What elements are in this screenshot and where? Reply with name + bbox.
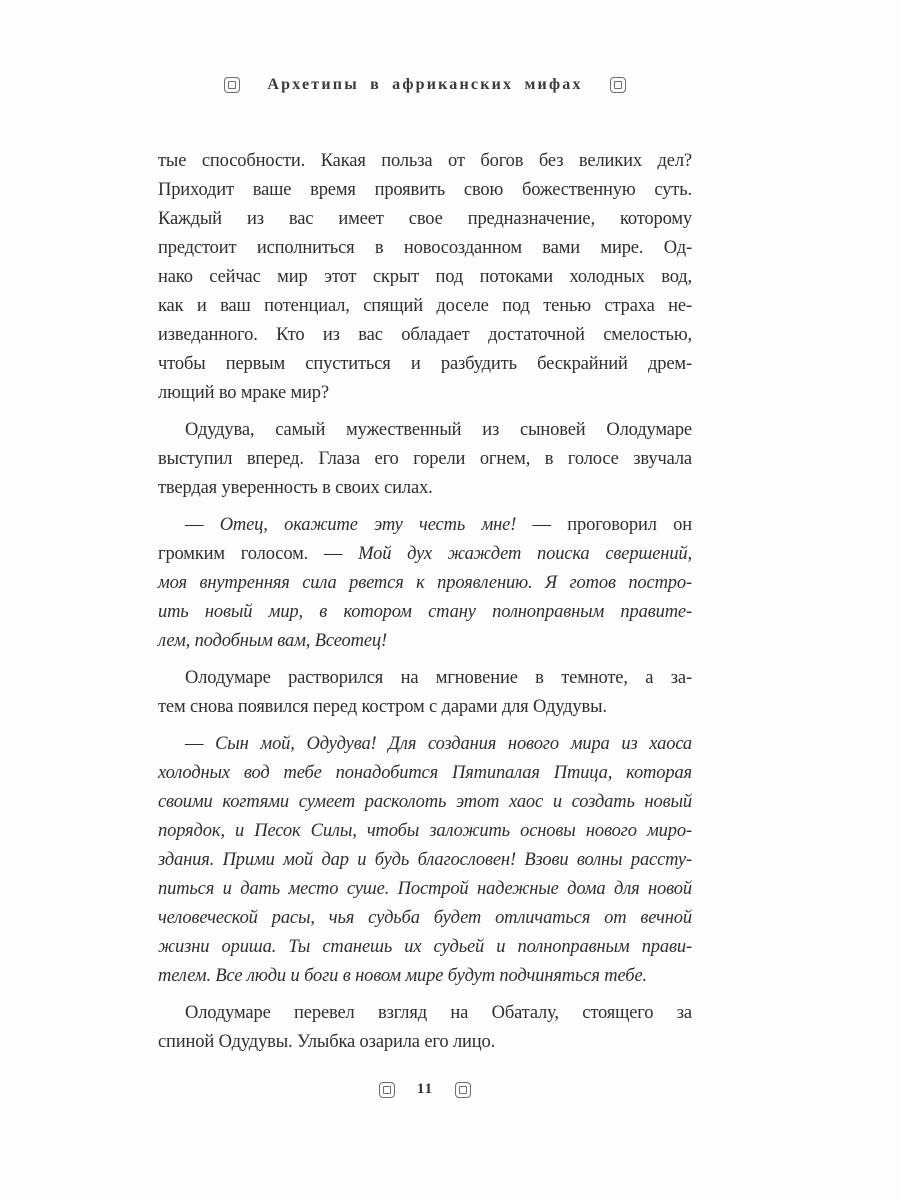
text-run: твердая уверенность в своих силах.	[158, 478, 433, 498]
italic-text-run: телем. Все люди и боги в новом мире будут подчиняться тебе.	[158, 966, 647, 986]
text-line	[158, 730, 692, 759]
text-line	[158, 379, 692, 408]
paragraph	[158, 147, 692, 408]
text-line	[158, 416, 692, 445]
italic-text-run: ить новый мир, в котором стану полноправным правите-	[158, 602, 692, 622]
italic-text-run: своими когтями сумеет расколоть этот хаос и создать новый	[158, 792, 692, 812]
paragraph	[158, 416, 692, 503]
text-line	[158, 627, 692, 656]
text-run: выступил вперед. Глаза его горели огнем, в голосе звучала	[158, 449, 692, 469]
italic-text-run: моя внутренняя сила рвется к проявлению. Я готов постро-	[158, 573, 692, 593]
page-footer	[158, 1081, 692, 1098]
italic-text-run: лем, подобным вам, Всеотец!	[158, 631, 388, 651]
text-line	[158, 292, 692, 321]
page-number: 11	[416, 1081, 434, 1097]
text-line	[158, 263, 692, 292]
text-line	[158, 962, 692, 991]
chapter-title: Архетипы в африканских мифах	[267, 76, 583, 93]
italic-text-run: порядок, и Песок Силы, чтобы заложить основы нового миро-	[158, 821, 692, 841]
text-run: как и ваш потенциал, спящий доселе под тенью страха не-	[158, 296, 692, 316]
square-ornament-icon	[610, 77, 626, 93]
text-line	[158, 445, 692, 474]
text-run: —	[185, 734, 216, 754]
text-run: тые способности. Какая польза от богов без великих дел?	[158, 151, 692, 171]
text-line	[158, 569, 692, 598]
running-head	[158, 76, 692, 94]
text-line	[158, 817, 692, 846]
paragraph	[158, 511, 692, 656]
text-run: спиной Одудувы. Улыбка озарила его лицо.	[158, 1032, 496, 1052]
text-run: лющий во мраке мир?	[158, 383, 329, 403]
text-line	[158, 846, 692, 875]
paragraph	[158, 730, 692, 991]
text-line	[158, 234, 692, 263]
text-line	[158, 598, 692, 627]
text-line	[158, 1028, 692, 1057]
italic-text-run: Мой дух жаждет поиска свершений,	[358, 544, 692, 564]
text-line	[158, 788, 692, 817]
text-line	[158, 176, 692, 205]
text-line	[158, 999, 692, 1028]
text-line	[158, 205, 692, 234]
text-line	[158, 321, 692, 350]
text-run: изведанного. Кто из вас обладает достаточной смелостью,	[158, 325, 692, 345]
text-run: нако сейчас мир этот скрыт под потоками холодных вод,	[158, 267, 692, 287]
text-line	[158, 875, 692, 904]
text-line	[158, 904, 692, 933]
italic-text-run: жизни ориша. Ты станешь их судьей и полноправным прави-	[158, 937, 692, 957]
text-run: громким голосом. —	[158, 544, 359, 564]
text-block	[158, 147, 692, 1057]
text-run: Олодумаре растворился на мгновение в темноте, а за-	[185, 668, 692, 688]
square-ornament-icon	[455, 1082, 471, 1098]
text-run: —	[185, 515, 220, 535]
square-ornament-icon	[224, 77, 240, 93]
text-line	[158, 474, 692, 503]
text-line	[158, 540, 692, 569]
paragraph	[158, 999, 692, 1057]
italic-text-run: питься и дать место суше. Построй надежные дома для новой	[158, 879, 692, 899]
paragraph	[158, 664, 692, 722]
text-run: чтобы первым спуститься и разбудить бескрайний дрем-	[158, 354, 692, 374]
text-run: Приходит ваше время проявить свою божественную суть.	[158, 180, 692, 200]
text-run: предстоит исполниться в новосозданном вами мире. Од-	[158, 238, 692, 258]
text-run: Олодумаре перевел взгляд на Обаталу, стоящего за	[185, 1003, 692, 1023]
text-line	[158, 759, 692, 788]
text-run: Каждый из вас имеет свое предназначение, которому	[158, 209, 692, 229]
text-line	[158, 664, 692, 693]
italic-text-run: человеческой расы, чья судьба будет отличаться от вечной	[158, 908, 692, 928]
italic-text-run: холодных вод тебе понадобится Пятипалая Птица, которая	[158, 763, 692, 783]
text-line	[158, 933, 692, 962]
text-run: — проговорил он	[516, 515, 692, 535]
italic-text-run: здания. Прими мой дар и будь благословен! Взови волны рассту-	[158, 850, 692, 870]
text-run: тем снова появился перед костром с дарами для Одудувы.	[158, 697, 607, 717]
italic-text-run: Сын мой, Одудува! Для создания нового мира из хаоса	[215, 734, 692, 754]
italic-text-run: Отец, окажите эту честь мне!	[219, 515, 517, 535]
text-line	[158, 350, 692, 379]
text-run: Одудува, самый мужественный из сыновей Олодумаре	[185, 420, 692, 440]
text-line	[158, 147, 692, 176]
text-line	[158, 693, 692, 722]
text-line	[158, 511, 692, 540]
square-ornament-icon	[379, 1082, 395, 1098]
